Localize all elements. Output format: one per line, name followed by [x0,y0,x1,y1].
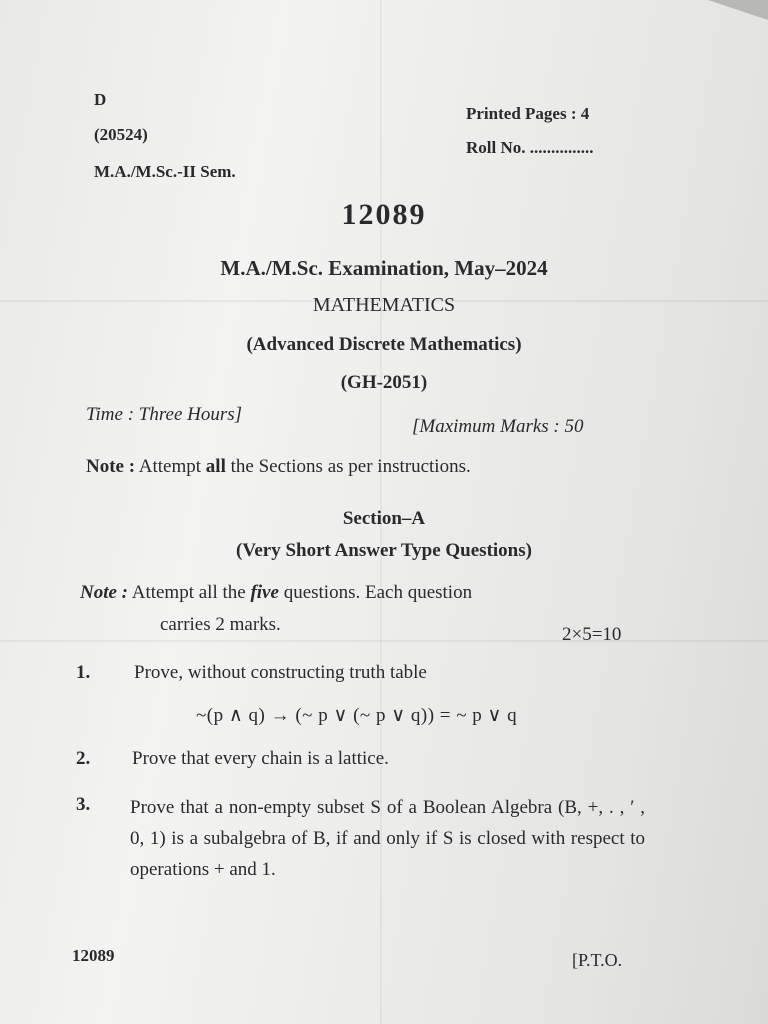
note-text-before: Attempt [138,456,202,477]
exam-title: M.A./M.Sc. Examination, May–2024 [220,256,548,280]
question-number: 2. [76,748,91,769]
general-note [86,456,471,478]
question-number: 1. [76,662,91,683]
question-text: Prove that a non-empty subset S of a Boolean Algebra (B, +, . , ′ , 0, 1) is a subalgebra of B, if and only if S is closed with respect to operations + and 1. [130,797,645,880]
question-formula: ~(p ∧ q) → (~ p ∨ (~ p ∨ q)) = ~ p ∨ q [196,705,518,726]
please-turn-over: [P.T.O. [572,950,623,970]
section-note [80,582,472,604]
maximum-marks: [Maximum Marks : 50 [412,416,584,437]
subject: MATHEMATICS [312,294,456,316]
time-allowed: Time : Three Hours] [86,404,243,425]
question-text: Prove that every chain is a lattice. [132,748,389,769]
roll-number: Roll No. ............... [466,138,594,157]
question-number: 3. [76,794,91,815]
section-type: (Very Short Answer Type Questions) [236,540,532,561]
section-note-label: Note : [80,582,129,603]
paper-code: (20524) [94,125,148,144]
section-note-before: Attempt all the [131,582,246,603]
course-name: (Advanced Discrete Mathematics) [246,334,522,355]
note-label: Note : [86,456,136,477]
set-code: D [94,90,107,109]
section-note-italic: five [250,582,279,603]
class-label: M.A./M.Sc.-II Sem. [94,162,236,181]
question-text: Prove, without constructing truth table [134,662,427,683]
section-name: Section–A [342,508,426,529]
course-code: (GH-2051) [340,372,428,393]
page-corner [708,0,768,20]
note-text-after: the Sections as per instructions. [230,456,471,477]
section-marks: 2×5=10 [562,624,622,645]
footer-paper-number: 12089 [72,946,115,965]
section-note-after: questions. Each question [283,582,473,603]
fold-crease [0,640,768,642]
note-text-bold: all [205,456,226,477]
printed-pages: Printed Pages : 4 [466,104,590,123]
paper-number: 12089 [341,198,427,231]
section-note-line2: carries 2 marks. [160,614,281,635]
